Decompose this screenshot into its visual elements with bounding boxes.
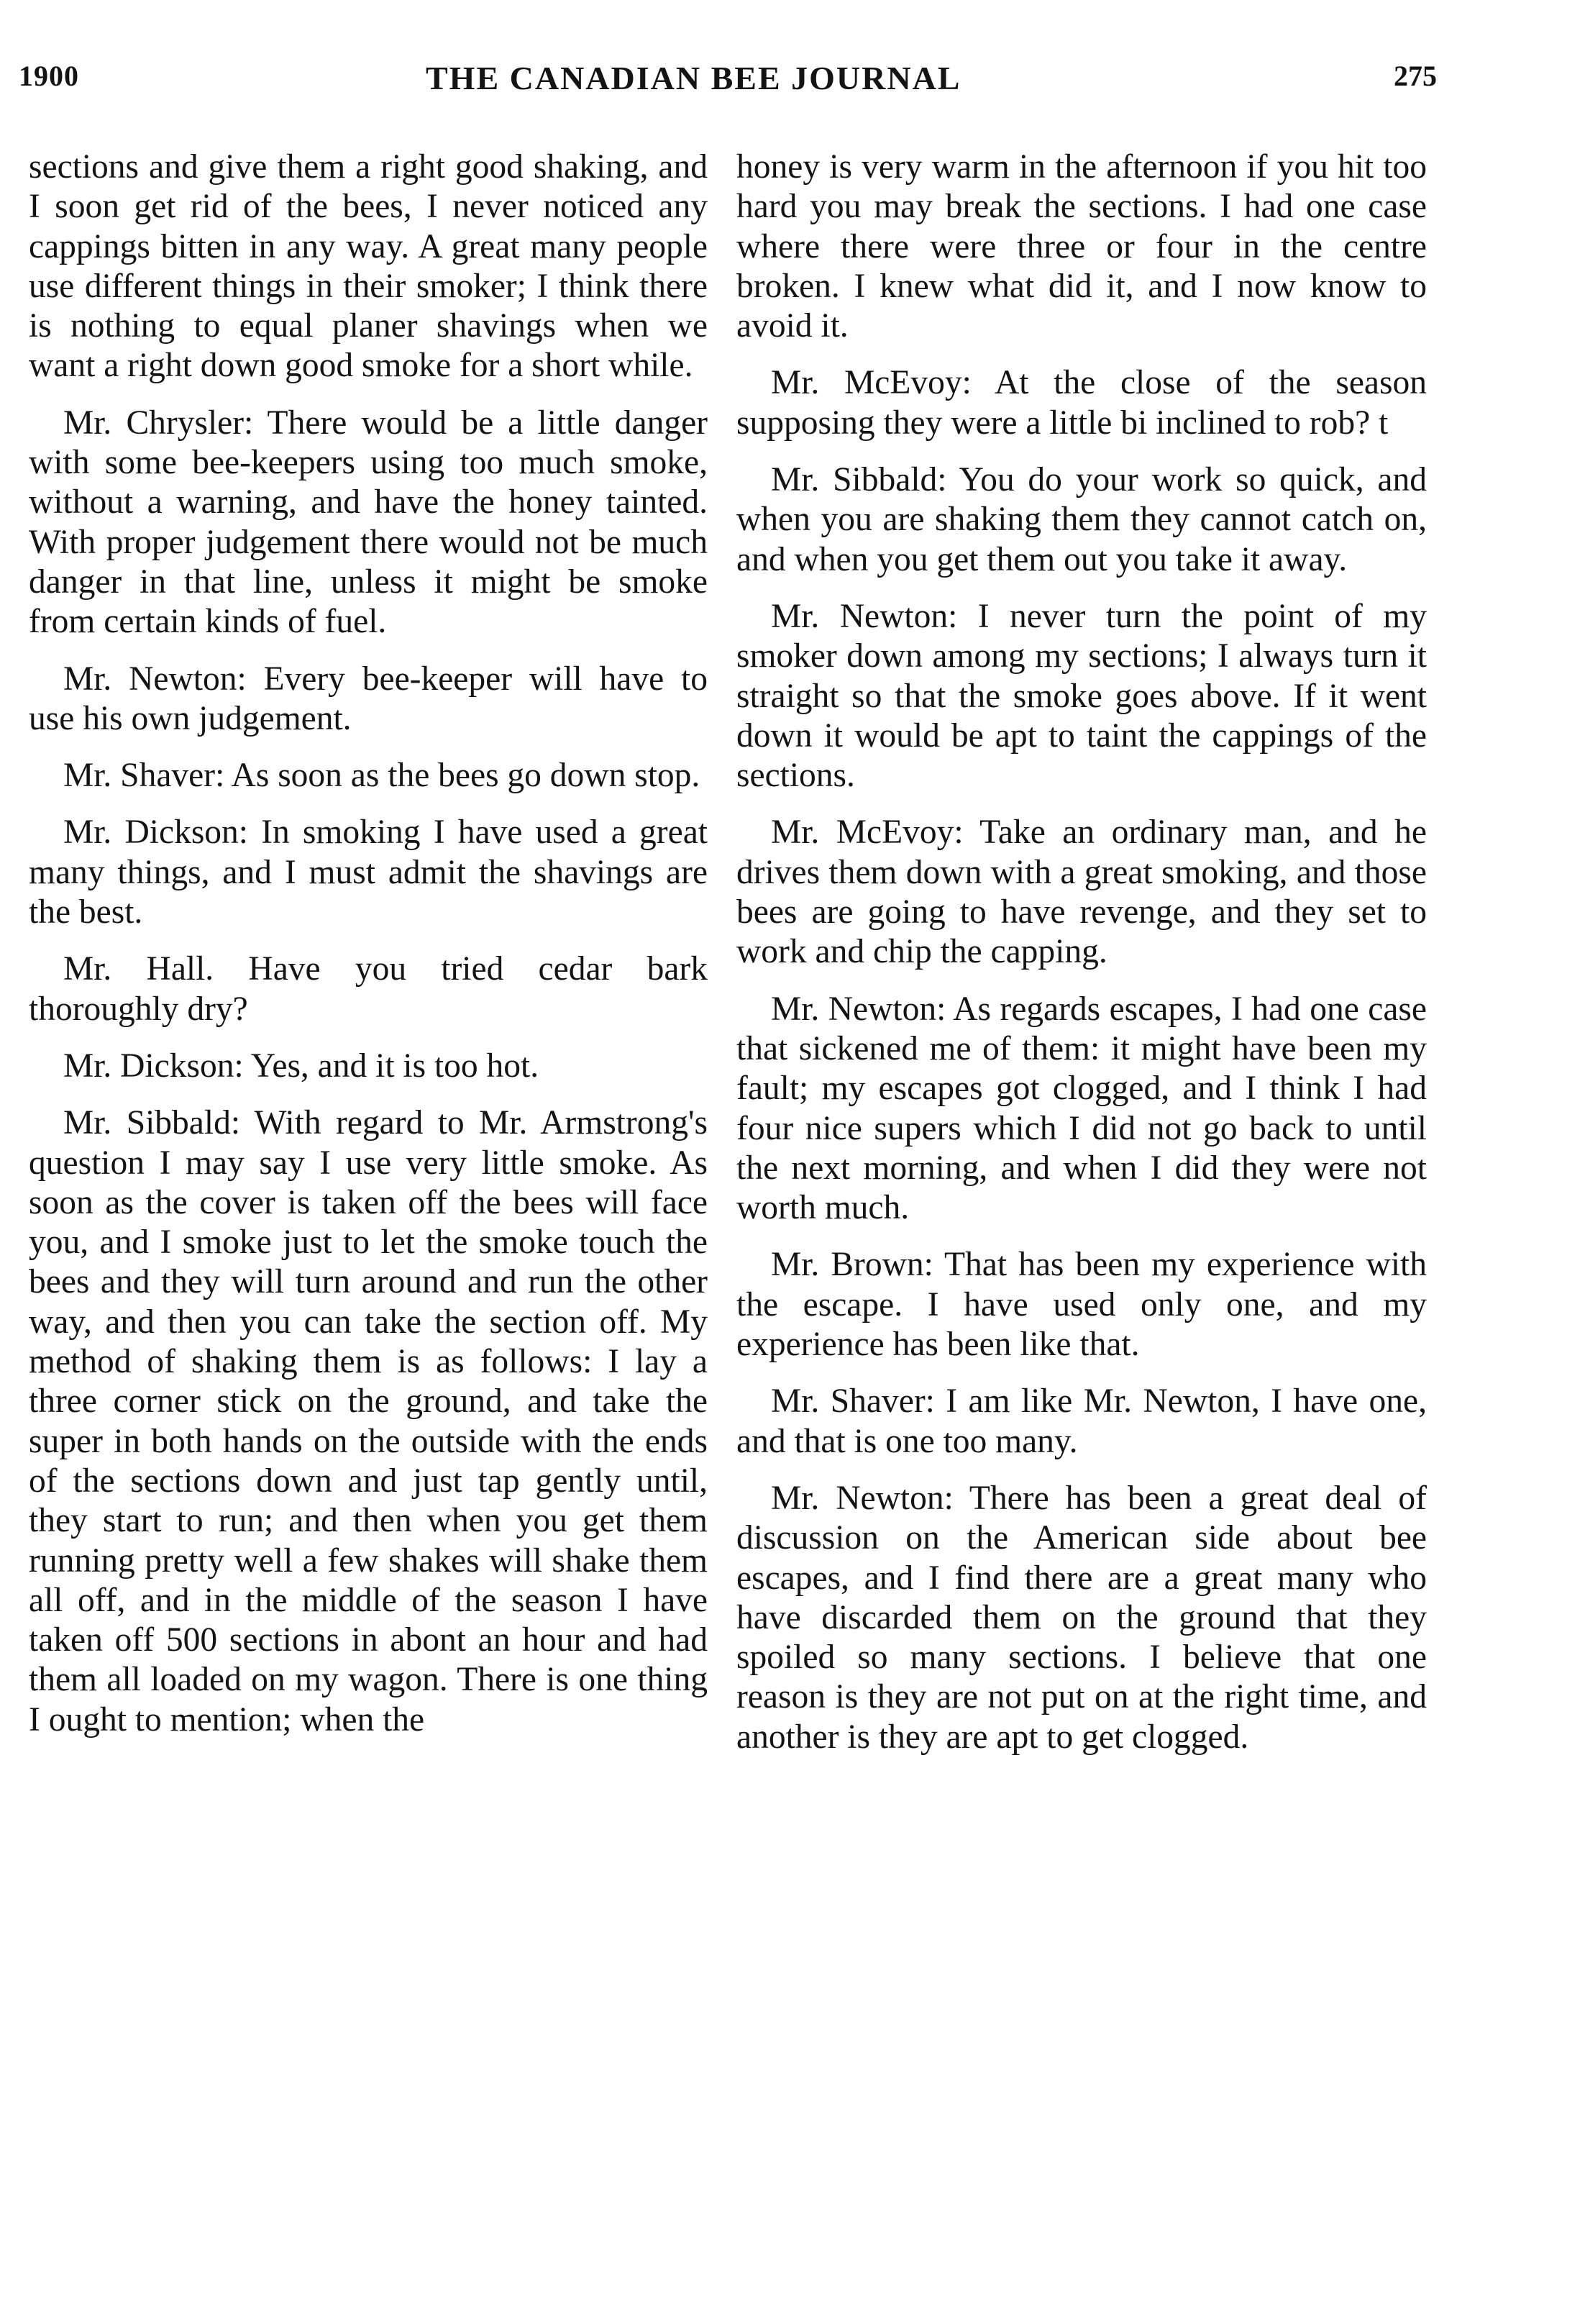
header-year: 1900 — [19, 60, 79, 92]
paragraph: Mr. Chrysler: There would be a little danger with some bee-keepers using too much smoke, without a warning, and have the honey tainted. With proper judgement there would not be much danger in that line, unless it might be smoke from certain kinds of fuel. — [29, 404, 708, 641]
page-number: 275 — [1394, 60, 1437, 92]
left-column — [29, 147, 708, 1757]
right-column — [736, 147, 1427, 1774]
paragraph: Mr. Hall. Have you tried cedar bark thoroughly dry? — [29, 950, 708, 1028]
paragraph: Mr. Newton: There has been a great deal of discussion on the American side about bee escapes, and I find there are a great many who have discarded them on the ground that they spoiled so many sections. I believe that one reason is they are not put on at the right time, and another is they are apt to get clogged. — [736, 1479, 1427, 1756]
paragraph: Mr. McEvoy: Take an ordinary man, and he drives them down with a great smoking, and those bees are going to have revenge, and they set to work and chip the capping. — [736, 814, 1427, 971]
paragraph: Mr. Newton: As regards escapes, I had one case that sickened me of them: it might have been my fault; my escapes got clogged, and I think I had four nice supers which I did not go back to until the next morning, and when I did they were not worth much. — [736, 990, 1427, 1227]
paragraph: Mr. Shaver: I am like Mr. Newton, I have one, and that is one too many. — [736, 1382, 1427, 1460]
paragraph: Mr. Dickson: Yes, and it is too hot. — [63, 1047, 539, 1085]
paragraph: honey is very warm in the afternoon if you hit too hard you may break the sections. I had one case where there were three or four in the centre broken. I knew what did it, and I now know to avoid it. — [736, 148, 1427, 345]
paragraph: Mr. Newton: I never turn the point of my smoker down among my sections; I always turn it straight so that the smoke goes above. If it went down it would be apt to taint the cappings of the sections. — [736, 597, 1427, 795]
paragraph: Mr. Newton: Every bee-keeper will have to use his own judgement. — [29, 660, 708, 737]
paragraph: Mr. Shaver: As soon as the bees go down stop. — [63, 757, 700, 795]
paragraph: Mr. Sibbald: With regard to Mr. Armstrong's question I may say I use very little smoke. As soon as the cover is taken off the bees will face you, and I smoke just to let the smoke touch the bees and they will turn around and run the other way, and then you can take the section off. My method of shaking them is as follows: I lay a three corner stick on the ground, and take the super in both hands on the outside with the ends of the sections down and just tap gently until, they start to run; and then when you get them running pretty well a few shakes will shake them all off, and in the middle of the season I have taken off 500 sections in abont an hour and had them all loaded on my wagon. There is one thing I ought to mention; when the — [29, 1104, 708, 1739]
journal-title: THE CANADIAN BEE JOURNAL — [426, 60, 961, 96]
page-header — [19, 59, 1437, 102]
paragraph: Mr. Sibbald: You do your work so quick, and when you are shaking them they cannot catch on, and when you get them out you take it away. — [736, 461, 1427, 578]
paragraph: Mr. McEvoy: At the close of the season supposing they were a little bi inclined to rob? t — [736, 364, 1427, 442]
paragraph: sections and give them a right good shaking, and I soon get rid of the bees, I never noticed any cappings bitten in any way. A great many people use different things in their smoker; I think there is nothing to equal planer shavings when we want a right down good smoke for a short while. — [29, 148, 708, 385]
paragraph: Mr. Dickson: In smoking I have used a great many things, and I must admit the shavings are the best. — [29, 814, 708, 931]
paragraph: Mr. Brown: That has been my experience with the escape. I have used only one, and my experience has been like that. — [736, 1246, 1427, 1364]
